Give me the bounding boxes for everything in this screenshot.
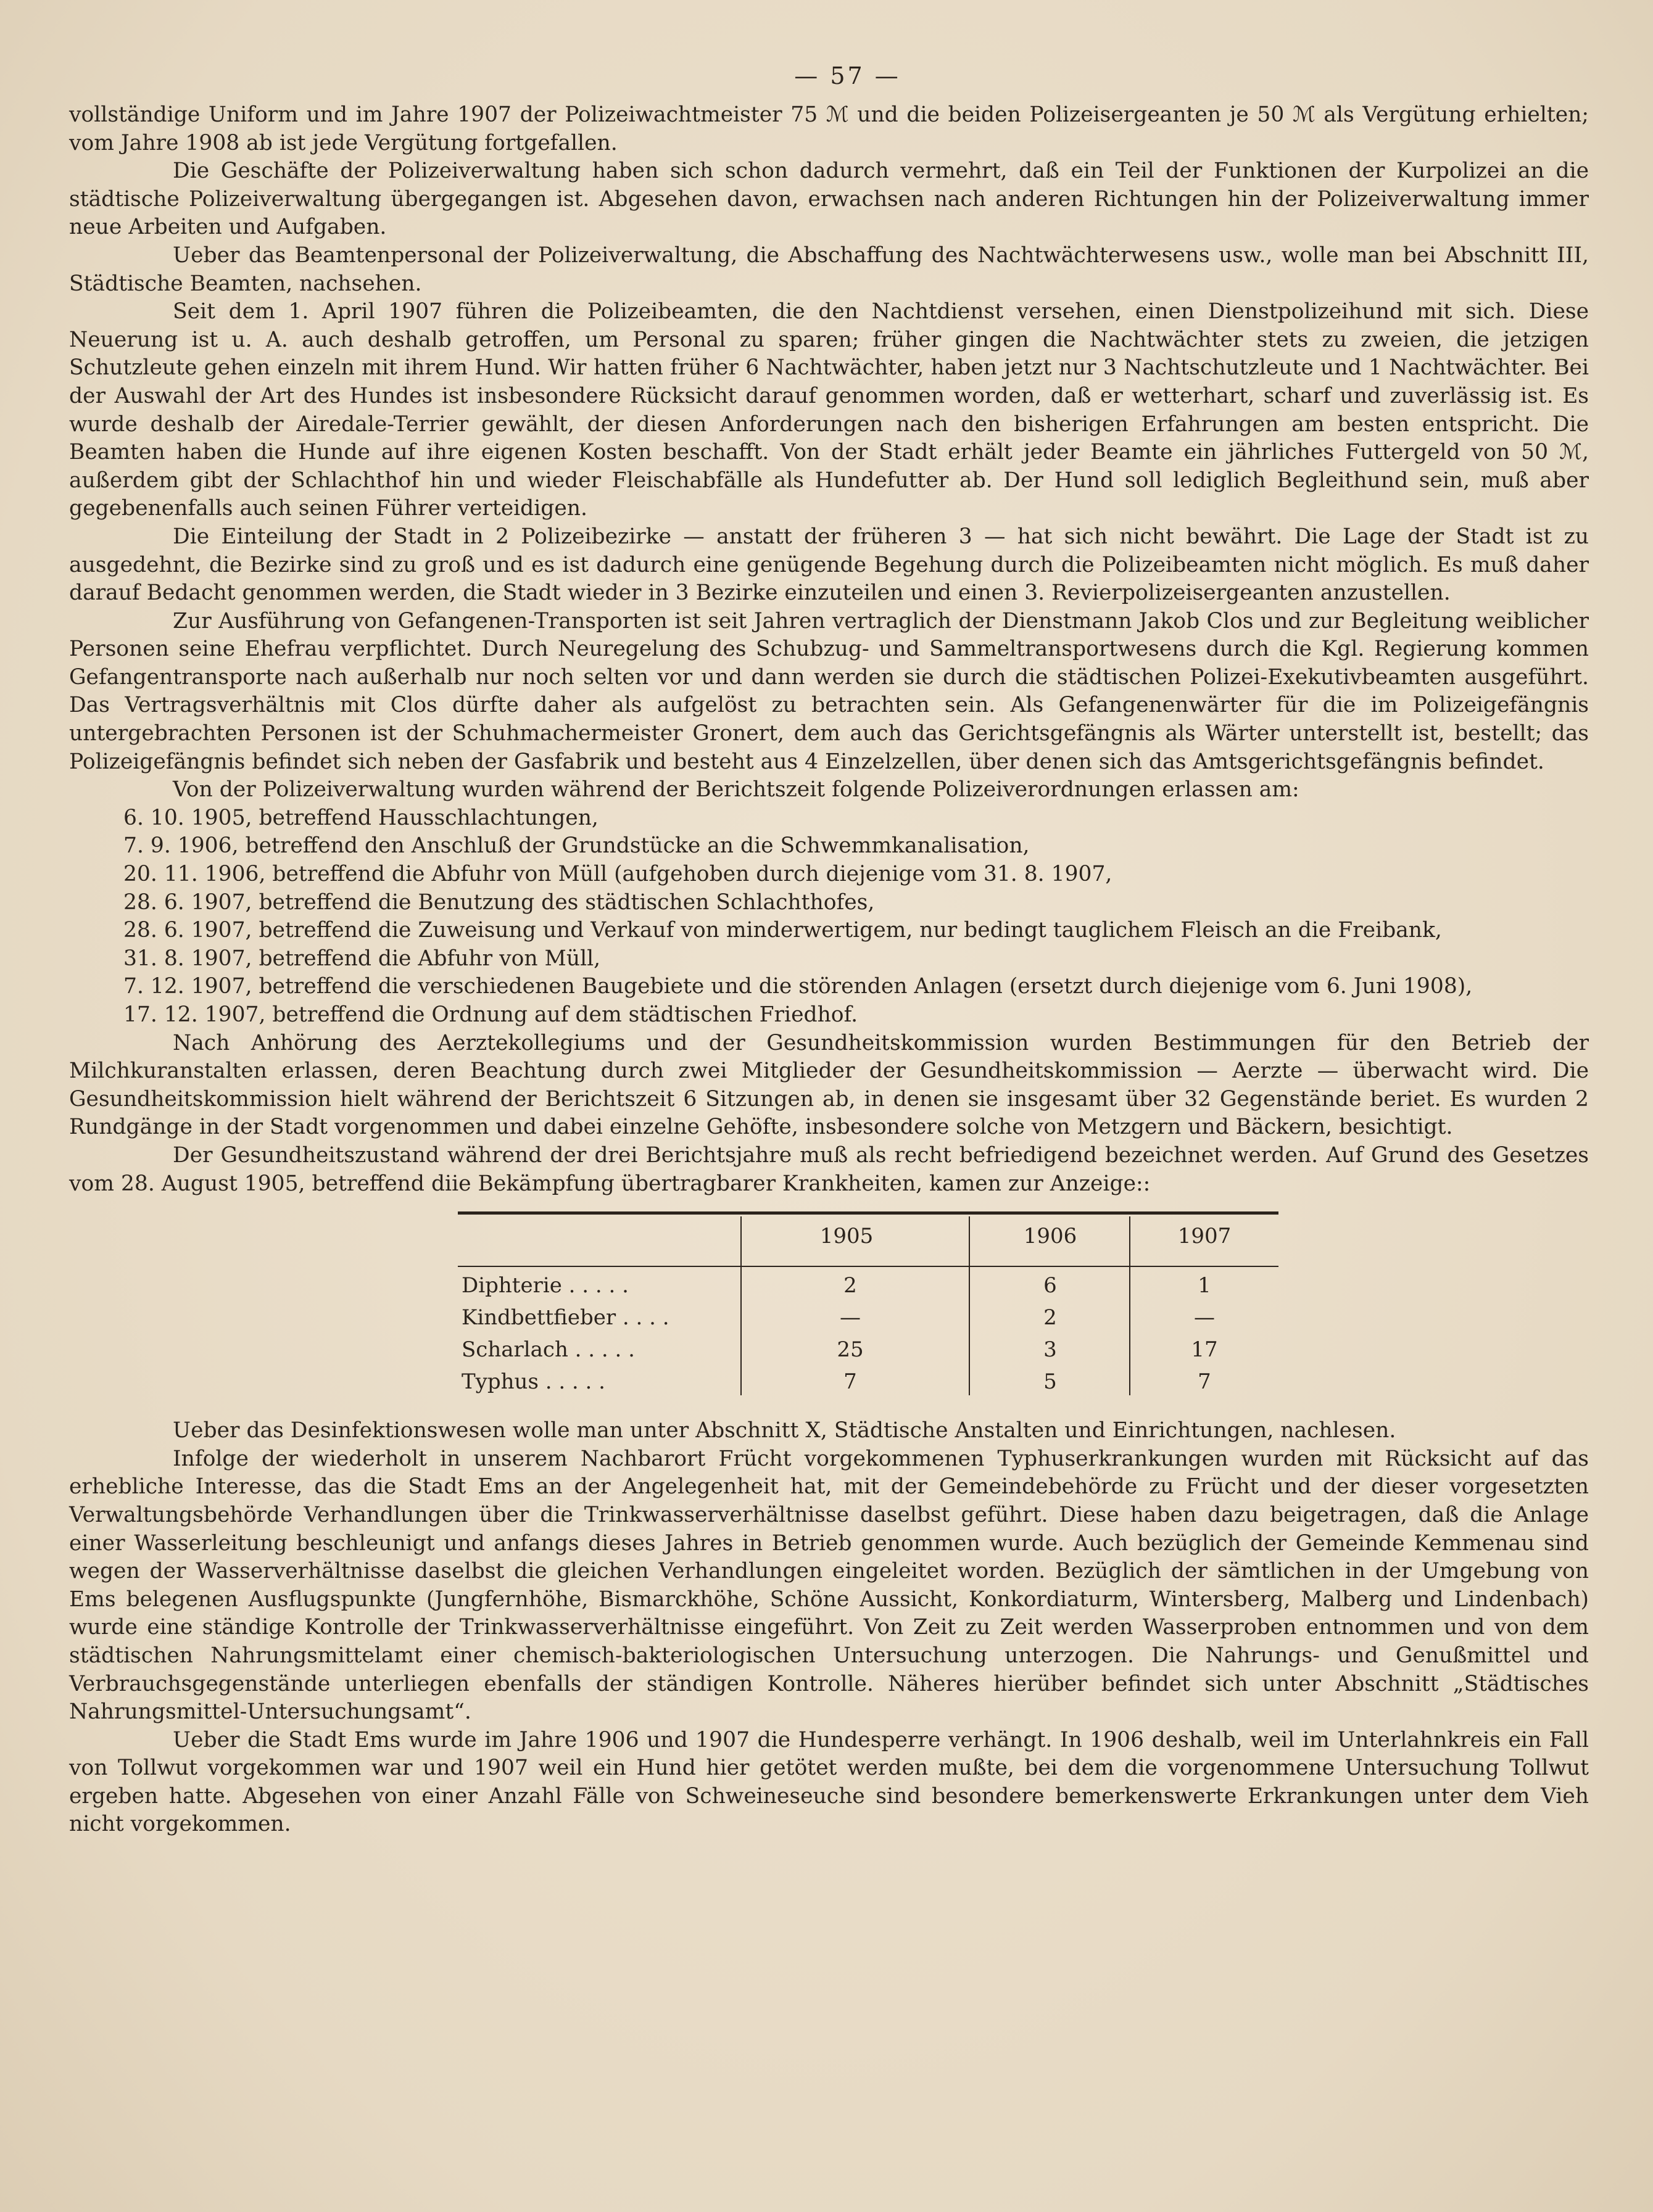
paragraph: Von der Polizeiverwaltung wurden während der Berichtszeit folgende Polizeiverordnungen erlassen am: xyxy=(173,777,1299,803)
page-number: — 57 — xyxy=(794,62,901,89)
paragraph: Ueber die Stadt Ems wurde im Jahre 1906 und 1907 die Hundesperre verhängt. In 1906 deshalb, weil im Unterlahnkreis ein Fall von Tollwut vorgekommen war und 1907 weil ein Hund hier getötet werden mußte, bei dem die vorgenommene Untersuchung Tollwut ergeben hatte. Abgesehen von einer Anzahl Fälle von Schweineseuche sind besondere bemerkenswerte Erkrankungen unter dem Vieh nicht vorgekommen. xyxy=(69,1727,1589,1837)
row-label: Scharlach . . . . . xyxy=(462,1337,635,1363)
table-cell: 1 xyxy=(1198,1273,1211,1298)
paragraph: vollständige Uniform und im Jahre 1907 der Polizeiwachtmeister 75 ℳ und die beiden Polizeisergeanten je 50 ℳ als Vergütung erhielten; vom Jahre 1908 ab ist jede Vergütung fortgefallen. xyxy=(69,102,1589,155)
table-cell: 7 xyxy=(843,1369,857,1395)
table-cell: 25 xyxy=(837,1337,864,1363)
list-item: 28. 6. 1907, betreffend die Benutzung des städtischen Schlachthofes, xyxy=(123,889,875,915)
list-item: 17. 12. 1907, betreffend die Ordnung auf dem städtischen Friedhof. xyxy=(123,1002,858,1027)
table-cell: — xyxy=(1194,1305,1215,1331)
list-item: 31. 8. 1907, betreffend die Abfuhr von Müll, xyxy=(123,946,601,971)
table-header-cell: 1906 xyxy=(1023,1224,1077,1249)
row-label: Kindbettfieber . . . . xyxy=(462,1305,669,1331)
paragraph: Die Geschäfte der Polizeiverwaltung haben sich schon dadurch vermehrt, daß ein Teil der Funktionen der Kurpolizei an die städtische Polizeiverwaltung übergegangen ist. Abgesehen davon, erwachsen nach anderen Richtungen hin der Polizeiverwaltung immer neue Arbeiten und Aufgaben. xyxy=(69,159,1589,240)
list-item: 7. 12. 1907, betreffend die verschiedenen Baugebiete und die störenden Anlagen (ersetzt durch diejenige vom 6. Juni 1908), xyxy=(123,974,1473,999)
row-label: Diphterie . . . . . xyxy=(462,1273,629,1298)
paragraph: Infolge der wiederholt in unserem Nachbarort Frücht vorgekommenen Typhuserkrankungen wurden mit Rücksicht auf das erhebliche Interesse, das die Stadt Ems an der Angelegenheit hat, mit der Gemeindebehörde zu Frücht und der dieser vorgesetzten Verwaltungsbehörde Verhandlungen über die Trinkwasserverhältnisse daselbst geführt. Diese haben dazu beigetragen, daß die Anlage einer Wasserleitung beschleunigt und anfangs dieses Jahres in Betrieb genommen wurde. Auch bezüglich der Gemeinde Kemmenau sind wegen der Wasserverhältnisse daselbst die gleichen Verhandlungen eingeleitet worden. Bezüglich der sämtlichen in der Umgebung von Ems belegenen Ausflugspunkte (Jungfernhöhe, Bismarckhöhe, Schöne Aussicht, Konkordiaturm, Wintersberg, Malberg und Lindenbach) wurde eine ständige Kontrolle der Trinkwasserverhältnisse eingeführt. Von Zeit zu Zeit werden Wasserproben entnommen und von dem städtischen Nahrungsmittelamt einer chemisch-bakteriologischen Untersuchung unterzogen. Die Nahrungs- und Genußmittel und Verbrauchsgegenstände unterliegen ebenfalls der ständigen Kontrolle. Näheres hierüber befindet sich unter Abschnitt „Städtisches Nahrungsmittel-Untersuchungsamt“. xyxy=(69,1446,1589,1725)
table-cell: 7 xyxy=(1198,1369,1211,1395)
list-item: 28. 6. 1907, betreffend die Zuweisung und Verkauf von minderwertigem, nur bedingt tauglichem Fleisch an die Freibank, xyxy=(123,918,1442,943)
table-row xyxy=(462,1273,1597,1305)
list-item: 7. 9. 1906, betreffend den Anschluß der Grundstücke an die Schwemmkanalisation, xyxy=(123,833,1030,859)
table-row xyxy=(462,1305,1597,1337)
table-cell: 17 xyxy=(1191,1337,1218,1363)
paragraph: Der Gesundheitszustand während der drei Berichtsjahre muß als recht befriedigend bezeichnet werden. Auf Grund des Gesetzes vom 28. August 1905, betreffend diie Bekämpfung übertragbarer Krankheiten, kamen zur Anzeige:: xyxy=(69,1142,1589,1196)
paragraph: Zur Ausführung von Gefangenen-Transporten ist seit Jahren vertraglich der Dienstmann Jakob Clos und zur Begleitung weiblicher Personen seine Ehefrau verpflichtet. Durch Neuregelung des Schubzug- und Sammeltransportwesens durch die Kgl. Regierung kommen Gefangentransporte nach außerhalb nur noch selten vor und dann werden sie durch die städtischen Polizei-Exekutivbeamten ausgeführt. Das Vertragsverhältnis mit Clos dürfte daher als aufgelöst zu betrachten sein. Als Gefangenenwärter für die im Polizeigefängnis untergebrachten Personen ist der Schuhmachermeister Gronert, dem auch das Gerichtsgefängnis als Wärter unterstellt ist, bestellt; das Polizeigefängnis befindet sich neben der Gasfabrik und besteht aus 4 Einzelzellen, über denen sich das Amtsgerichtsgefängnis befindet. xyxy=(69,608,1589,774)
table-row xyxy=(462,1337,1597,1369)
paragraph: Ueber das Beamtenpersonal der Polizeiverwaltung, die Abschaffung des Nachtwächterwesens usw., wolle man bei Abschnitt III, Städtische Beamten, nachsehen. xyxy=(69,242,1589,296)
paragraph: Seit dem 1. April 1907 führen die Polizeibeamten, die den Nachtdienst versehen, einen Dienstpolizeihund mit sich. Diese Neuerung ist u. A. auch deshalb getroffen, um Personal zu sparen; früher gingen die Nachtwächter stets zu zweien, die jetzigen Schutzleute gehen einzeln mit ihrem Hund. Wir hatten früher 6 Nachtwächter, haben jetzt nur 3 Nachtschutzleute und 1 Nachtwächter. Bei der Auswahl der Art des Hundes ist insbesondere Rücksicht darauf genommen worden, daß er wetterhart, scharf und zuverlässig ist. Es wurde deshalb der Airedale-Terrier gewählt, der diesen Anforderungen nach den bisherigen Erfahrungen am besten entspricht. Die Beamten haben die Hunde auf ihre eigenen Kosten beschafft. Von der Stadt erhält jeder Beamte ein jährliches Futtergeld von 50 ℳ, außerdem gibt der Schlachthof hin und wieder Fleischabfälle als Hundefutter ab. Der Hund soll lediglich Begleithund sein, muß aber gegebenenfalls auch seinen Führer verteidigen. xyxy=(69,299,1589,521)
table-rule-top xyxy=(458,1211,1278,1215)
table-row xyxy=(462,1369,1597,1401)
table-cell: 3 xyxy=(1043,1337,1057,1363)
table-cell: 6 xyxy=(1043,1273,1057,1298)
paragraph: Ueber das Desinfektionswesen wolle man unter Abschnitt X, Städtische Anstalten und Einrichtungen, nachlesen. xyxy=(173,1418,1396,1443)
table-rule-header xyxy=(458,1266,1278,1267)
list-item: 20. 11. 1906, betreffend die Abfuhr von Müll (aufgehoben durch diejenige vom 31. 8. 1907, xyxy=(123,862,1112,887)
row-label: Typhus . . . . . xyxy=(462,1369,605,1395)
table-cell: — xyxy=(840,1305,861,1331)
paragraph: Die Einteilung der Stadt in 2 Polizeibezirke — anstatt der früheren 3 — hat sich nicht bewährt. Die Lage der Stadt ist zu ausgedehnt, die Bezirke sind zu groß und es ist dadurch eine genügende Begehung durch die Polizeibeamten nicht möglich. Es muß daher darauf Bedacht genommen werden, die Stadt wieder in 3 Bezirke einzuteilen und einen 3. Revierpolizeisergeanten anzustellen. xyxy=(69,524,1589,606)
disease-table xyxy=(69,1198,1232,1417)
table-header-cell: 1905 xyxy=(819,1224,874,1249)
list-item: 6. 10. 1905, betreffend Hausschlachtungen, xyxy=(123,805,599,830)
table-cell: 5 xyxy=(1043,1369,1057,1395)
table-cell: 2 xyxy=(843,1273,857,1298)
ordinance-list xyxy=(69,804,1589,1030)
paragraph: Nach Anhörung des Aerztekollegiums und der Gesundheitskommission wurden Bestimmungen für den Betrieb der Milchkuranstalten erlassen, deren Beachtung durch zwei Mitglieder der Gesundheitskommission — Aerzte — überwacht wird. Die Gesundheitskommission hielt während der Berichtszeit 6 Sitzungen ab, in denen sie insgesamt über 32 Gegenstände beriet. Es wurden 2 Rundgänge in der Stadt vorgenommen und dabei einzelne Gehöfte, insbesondere solche von Metzgern und Bäckern, besichtigt. xyxy=(69,1030,1589,1140)
table-header-cell: 1907 xyxy=(1177,1224,1232,1249)
table-cell: 2 xyxy=(1043,1305,1057,1331)
